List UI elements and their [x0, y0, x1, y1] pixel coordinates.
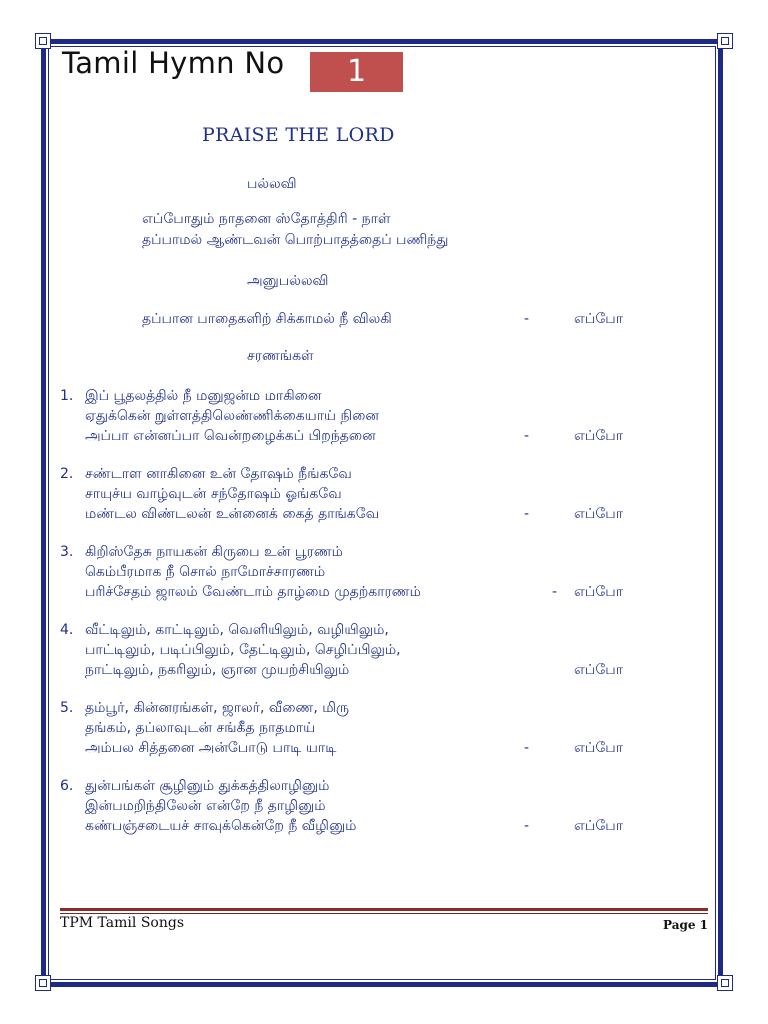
footer-rule [60, 908, 708, 911]
verse-line: பாட்டிலும், படிப்பிலும், தேட்டிலும், செழிப்பிலும், [85, 642, 401, 658]
verse-refrain: எப்போ [574, 740, 624, 756]
verse-line: சண்டாள னாகினை உன் தோஷம் நீங்கவே [85, 466, 352, 482]
verse-dash: - [524, 740, 530, 756]
anupallavi-heading: அனுபல்லவி [247, 273, 329, 289]
verse-line: கிறிஸ்தேசு நாயகன் கிருபை உன் பூரணம் [85, 544, 343, 560]
verse-refrain: எப்போ [574, 662, 624, 678]
pallavi-line-2: தப்பாமல் ஆண்டவன் பொற்பாதத்தைப் பணிந்து [142, 232, 449, 248]
page-number: Page 1 [663, 918, 709, 932]
verse-line: கெம்பீரமாக நீ சொல் நாமோச்சாரணம் [85, 564, 326, 580]
hymn-subtitle: PRAISE THE LORD [202, 124, 395, 146]
verse-line: தங்கம், தப்லாவுடன் சங்கீத நாதமாய் [85, 720, 316, 736]
verse-line: கண்பஞ்சடையச் சாவுக்கென்றே நீ வீழினும் [85, 818, 357, 834]
verse-line: பரிச்சேதம் ஜாலம் வேண்டாம் தாழ்மை முதற்காரணம் [85, 584, 421, 600]
footer-source-label: TPM Tamil Songs [60, 915, 185, 931]
verse-refrain: எப்போ [574, 584, 624, 600]
corner-ornament-bottom-left [35, 975, 51, 991]
verse-number: 6. [60, 778, 74, 794]
verse-refrain: எப்போ [574, 506, 624, 522]
anupallavi-refrain: எப்போ [574, 311, 624, 327]
verse-line: சாயுச்ய வாழ்வுடன் சந்தோஷம் ஓங்கவே [85, 486, 342, 502]
verse-dash: - [524, 428, 530, 444]
verse-dash: - [524, 506, 530, 522]
verse-refrain: எப்போ [574, 428, 624, 444]
charanangal-heading: சரணங்கள் [247, 348, 314, 364]
verse-refrain: எப்போ [574, 818, 624, 834]
verse-line: துன்பங்கள் சூழினும் துக்கத்திலாழினும் [85, 778, 330, 794]
hymn-title: Tamil Hymn No [62, 46, 285, 80]
verse-line: நாட்டிலும், நகரிலும், ஞான முயற்சியிலும் [85, 662, 350, 678]
verse-number: 1. [60, 388, 74, 404]
verse-line: அம்பல சித்தனை அன்போடு பாடி யாடி [85, 740, 337, 756]
pallavi-line-1: எப்போதும் நாதனை ஸ்தோத்திரி - நாள் [142, 211, 391, 227]
corner-ornament-top-left [35, 33, 51, 49]
verse-number: 2. [60, 466, 74, 482]
verse-line: ஏதுக்கென் றுள்ளத்திலெண்ணிக்கையாய் நினை [85, 408, 379, 424]
verse-line: அப்பா என்னப்பா வென்றழைக்கப் பிறந்தனை [85, 428, 376, 444]
corner-ornament-bottom-right [717, 975, 733, 991]
hymn-number-badge: 1 [310, 52, 403, 92]
verse-number: 3. [60, 544, 74, 560]
verse-number: 5. [60, 700, 74, 716]
verse-line: தம்பூர், கின்னரங்கள், ஜாலர், வீணை, மிரு [85, 700, 349, 716]
verse-dash: - [552, 584, 558, 600]
footer-rule-thin [60, 913, 708, 914]
verse-line: மண்டல விண்டலன் உன்னைக் கைத் தாங்கவே [85, 506, 380, 522]
verse-number: 4. [60, 622, 74, 638]
verse-line: இப் பூதலத்தில் நீ மனுஜன்ம மாகினை [85, 388, 322, 404]
verse-line: வீட்டிலும், காட்டிலும், வெளியிலும், வழியிலும், [85, 622, 389, 638]
pallavi-heading: பல்லவி [247, 176, 297, 192]
anupallavi-dash: - [524, 311, 530, 327]
verse-dash: - [524, 818, 530, 834]
verse-line: இன்பமறிந்திலேன் என்றே நீ தாழினும் [85, 798, 326, 814]
corner-ornament-top-right [717, 33, 733, 49]
anupallavi-line: தப்பான பாதைகளிற் சிக்காமல் நீ விலகி [142, 311, 392, 327]
